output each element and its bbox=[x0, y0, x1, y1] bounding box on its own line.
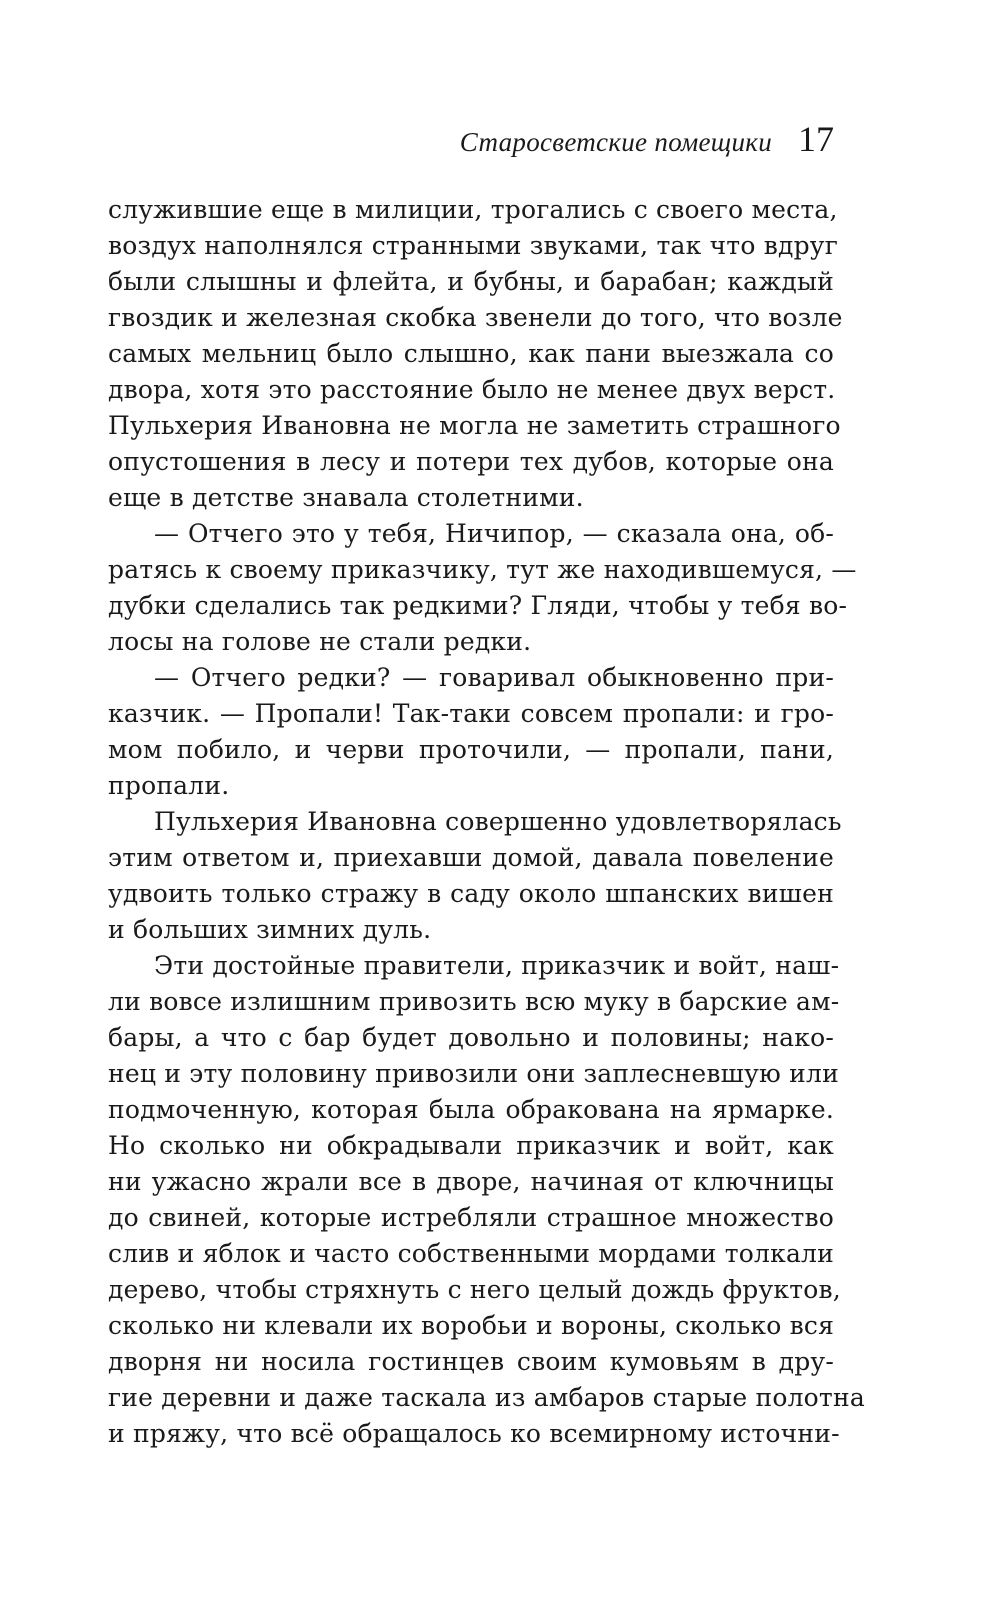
text-line: подмоченную, которая была обракована на ярмарке. bbox=[108, 1095, 834, 1124]
text-line: самых мельниц было слышно, как пани выезжала со bbox=[108, 339, 834, 368]
text-line: сколько ни клевали их воробьи и вороны, сколько вся bbox=[108, 1311, 835, 1340]
text-line: гвоздик и железная скобка звенели до того, что возле bbox=[108, 303, 843, 332]
text-line: дворня ни носила гостинцев своим кумовьям в дру- bbox=[108, 1347, 834, 1376]
page-body bbox=[108, 192, 865, 1452]
text-line: — Отчего это у тебя, Ничипор, — сказала она, об- bbox=[154, 519, 834, 548]
text-line: бары, а что с бар будет довольно и половины; нако- bbox=[108, 1023, 834, 1052]
text-line: еще в детстве знавала столетними. bbox=[108, 483, 584, 512]
text-line: ратясь к своему приказчику, тут же находившемуся, — bbox=[108, 555, 857, 584]
text-line: до свиней, которые истребляли страшное множество bbox=[108, 1203, 834, 1232]
paragraph bbox=[108, 948, 865, 1452]
text-line: Пульхерия Ивановна совершенно удовлетворялась bbox=[154, 807, 842, 836]
text-line: дубки сделались так редкими? Гляди, чтобы у тебя во- bbox=[108, 591, 848, 620]
text-line: воздух наполнялся странными звуками, так что вдруг bbox=[108, 231, 839, 260]
text-line: — Отчего редки? — говаривал обыкновенно при- bbox=[154, 663, 834, 692]
text-line: были слышны и флейта, и бубны, и барабан; каждый bbox=[108, 267, 834, 296]
text-line: удвоить только стражу в саду около шпанских вишен bbox=[108, 879, 834, 908]
text-line: дерево, чтобы стряхнуть с него целый дождь фруктов, bbox=[108, 1275, 841, 1304]
text-line: пропали. bbox=[108, 771, 230, 800]
paragraph bbox=[108, 804, 842, 948]
text-line: ни ужасно жрали все в дворе, начиная от ключницы bbox=[108, 1167, 834, 1196]
text-line: двора, хотя это расстояние было не менее двух верст. bbox=[108, 375, 836, 404]
paragraph bbox=[108, 192, 843, 516]
text-line: мом побило, и черви проточили, — пропали, пани, bbox=[108, 735, 834, 764]
text-line: лосы на голове не стали редки. bbox=[108, 627, 532, 656]
text-line: нец и эту половину привозили они заплесневшую или bbox=[108, 1059, 839, 1088]
page-number: 17 bbox=[798, 119, 834, 159]
text-line: казчик. — Пропали! Так-таки совсем пропали: и гро- bbox=[108, 699, 834, 728]
running-title: Старосветские помещики bbox=[459, 127, 772, 157]
text-line: служившие еще в милиции, трогались с своего места, bbox=[108, 195, 838, 224]
paragraph bbox=[108, 516, 857, 660]
text-line: Но сколько ни обкрадывали приказчик и войт, как bbox=[108, 1131, 834, 1160]
text-line: Эти достойные правители, приказчик и войт, наш- bbox=[154, 951, 840, 980]
text-line: слив и яблок и часто собственными мордами толкали bbox=[108, 1239, 834, 1268]
paragraph bbox=[108, 660, 834, 804]
text-line: ли вовсе излишним привозить всю муку в барские ам- bbox=[108, 987, 840, 1016]
text-line: гие деревни и даже таскала из амбаров старые полотна bbox=[108, 1383, 865, 1412]
text-line: Пульхерия Ивановна не могла не заметить страшного bbox=[108, 411, 841, 440]
text-line: опустошения в лесу и потери тех дубов, которые она bbox=[108, 447, 834, 476]
text-line: и пряжу, что всё обращалось ко всемирному источни- bbox=[108, 1419, 840, 1448]
text-line: и больших зимних дуль. bbox=[108, 915, 432, 944]
running-head bbox=[460, 118, 834, 174]
text-line: этим ответом и, приехавши домой, давала повеление bbox=[108, 843, 834, 872]
